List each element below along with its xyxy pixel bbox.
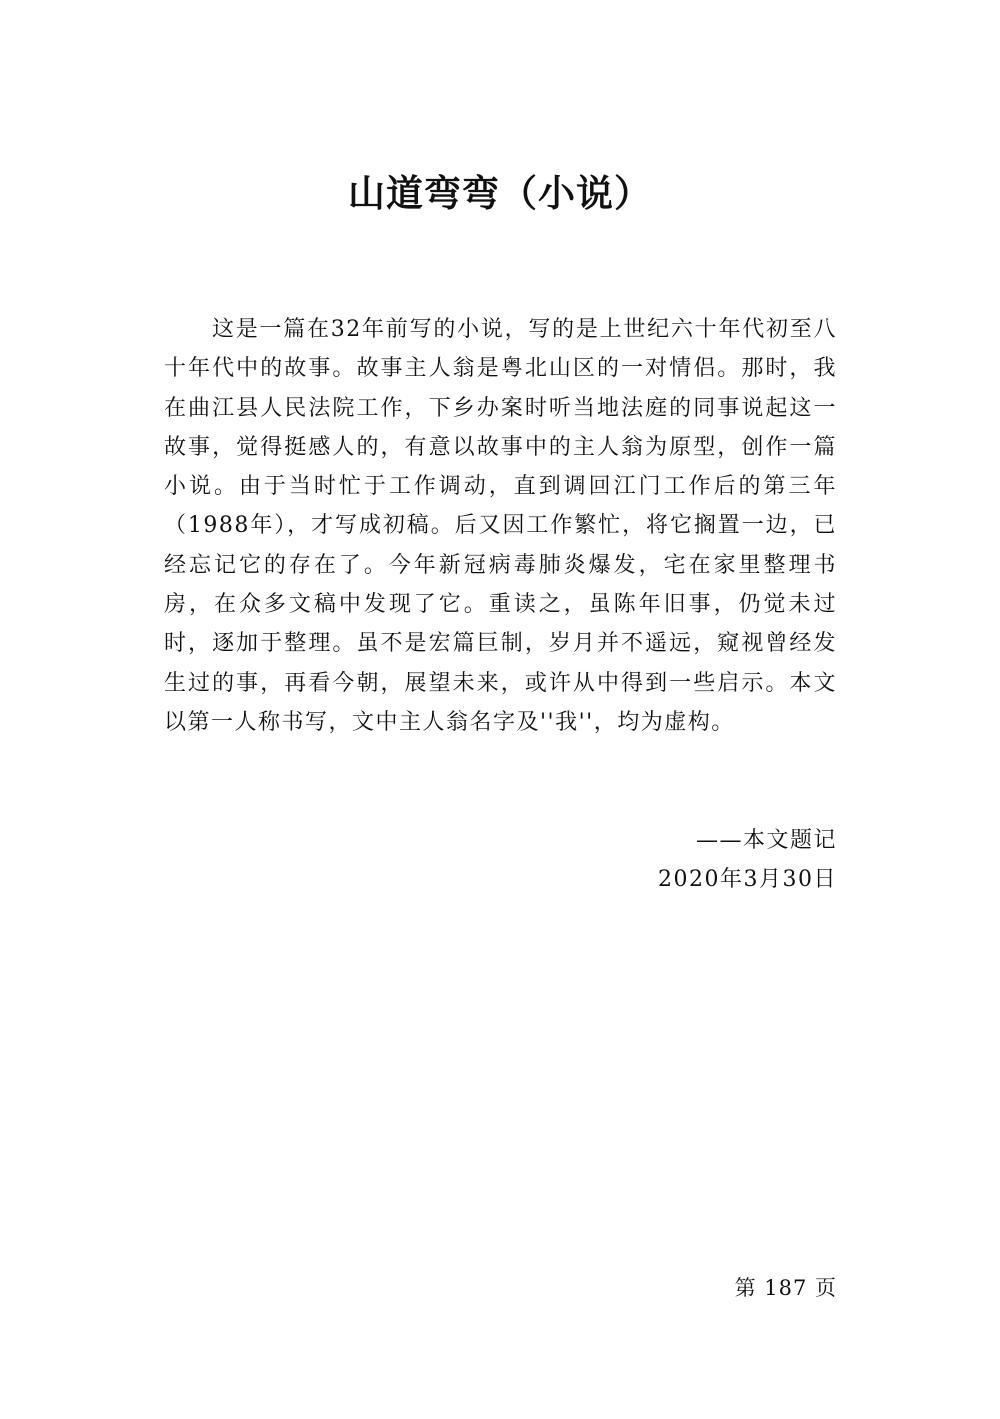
preface-paragraph: 这是一篇在32年前写的小说，写的是上世纪六十年代初至八十年代中的故事。故事主人翁是粤北山区的一对情侣。那时，我在曲江县人民法院工作，下乡办案时听当地法庭的同事说起这一故事，觉得挺感人的，有意以故事中的主人翁为原型，创作一篇小说。由于当时忙于工作调动，直到调回江门工作后的第三年（1988年），才写成初稿。后又因工作繁忙，将它搁置一边，已经忘记它的存在了。今年新冠病毒肺炎爆发，宅在家里整理书房，在众多文稿中发现了它。重读之，虽陈年旧事，仍觉未过时，逐加于整理。虽不是宏篇巨制，岁月并不遥远，窥视曾经发生过的事，再看今朝，展望未来，或许从中得到一些启示。本文以第一人称书写，文中主人翁名字及''我''，均为虚构。 [164,317,837,735]
page-number: 第 187 页 [734,1276,837,1300]
preface-signature: ——本文题记 [695,828,837,853]
page-title: 山道弯弯（小说） [348,172,652,215]
preface-date: 2020年3月30日 [658,867,837,892]
